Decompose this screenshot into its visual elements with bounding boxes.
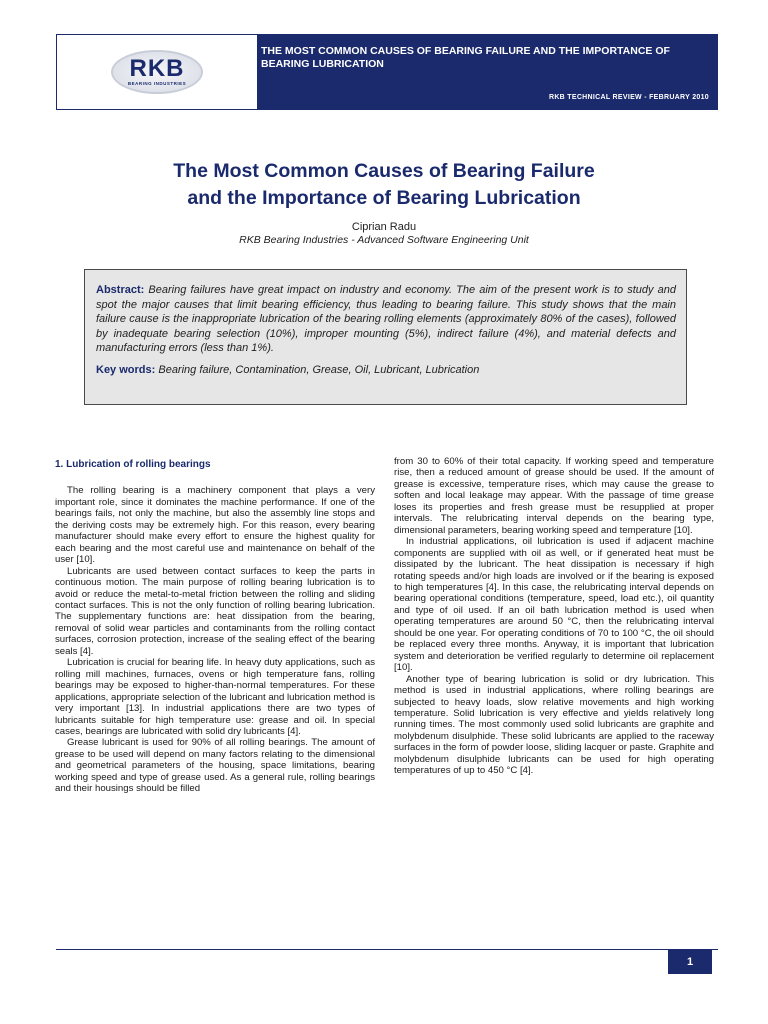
keywords — [96, 364, 676, 376]
author-affiliation: RKB Bearing Industries - Advanced Software Engineering Unit — [239, 234, 529, 246]
left-column — [55, 456, 375, 795]
footer-rule — [56, 949, 718, 950]
rkb-logo — [107, 50, 207, 94]
page-header — [56, 34, 718, 110]
paper-title-line-2: and the Importance of Bearing Lubrication — [187, 187, 581, 209]
body-paragraph: from 30 to 60% of their total capacity. If working speed and temperature rise, then a reduced amount of grease should be used. If the amount of grease is excessive, temperature rises, which may cause the grease to soften and local leakage may appear. With the passage of time grease loses its properties and fresh grease must be resupplied at proper intervals. The relubricating interval depends on the bearing type, dimensional parameters, bearing working speed and temperature [10]. — [394, 456, 714, 536]
body-paragraph: The rolling bearing is a machinery component that plays a very important role, since it dominates the machine performance. If one of the bearings fails, not only the machine, but also the assembly line stops and the deriving costs may be extremely high. For this reason, every bearing manufacturer should make every effort to ensure the highest quality for each bearing and the most careful use and maintenance on behalf of the user [10]. — [55, 485, 375, 566]
paper-title-line-1: The Most Common Causes of Bearing Failure — [173, 160, 595, 182]
logo-text: RKB — [129, 55, 185, 82]
body-paragraph: Another type of bearing lubrication is solid or dry lubrication. This method is used in industrial applications, where rolling bearings are subjected to heavy loads, slow relative movements and high working temperature. Solid lubrication is very effective and yields relatively long running times. The most commonly used solid lubricants are graphite and molybdenum disulphide. These solid lubricants are applied to the raceway surfaces in the form of powder loose, sliding lacquer or paste. Graphite and molybdenum disulphide lubricants can be used for high operating temperatures of up to 450 °C [4]. — [394, 673, 714, 777]
logo-subtext: BEARING INDUSTRIES — [127, 81, 187, 86]
page-number: 1 — [668, 950, 712, 974]
abstract — [96, 283, 676, 356]
header-banner — [257, 35, 717, 109]
body-paragraph: Lubrication is crucial for bearing life. In heavy duty applications, such as rolling mill machines, furnaces, ovens or high temperature fans, rolling bearings may be exposed to higher-than-normal temperatures. For these applications, appropriate selection of the lubricant and lubrication method is very important [13]. In industrial applications there are two types of lubricants suitable for high temperature use: grease and oil. In special cases, bearings are lubricated with solid dry lubricants [4]. — [55, 657, 375, 737]
body-paragraph: Lubricants are used between contact surfaces to keep the parts in continuous motion. The main purpose of rolling bearing lubrication is to avoid or reduce the metal-to-metal friction between the rolling and sliding contact surfaces. This is not the only function of rolling bearing lubrication. The supplementary functions are: heat dissipation from the bearing, removal of solid wear particles and contaminants from the rolling contact surfaces, corrosion protection, increase of the sealing effect of the bearing seals [4]. — [55, 565, 375, 657]
section-heading: 1. Lubrication of rolling bearings — [55, 459, 211, 470]
paper-title — [0, 158, 768, 212]
header-title: THE MOST COMMON CAUSES OF BEARING FAILURE AND THE IMPORTANCE OF BEARING LUBRICATION — [261, 45, 670, 70]
keywords-text: Bearing failure, Contamination, Grease, Oil, Lubricant, Lubrication — [158, 363, 480, 376]
body-paragraph: In industrial applications, oil lubrication is used if adjacent machine components are supplied with oil as well, or if generated heat must be dissipated by the lubricant. The heat dissipation is necessary if high rotating speeds and/or high loads are involved or if the bearing is exposed to high temperatures [4]. In this case, the relubricating interval depends on bearing operational conditions (temperature, speed, load etc.), oil quantity and type of oil used. If an oil bath lubrication method is used when operating temperatures are around 50 °C, then the relubricating interval should be one year. For operating conditions of 70 to 100 °C, the oil should be replaced every three months. Anyway, it is important that lubrication system and deterioration be verified regularly to determine oil replacement [10]. — [394, 536, 714, 674]
abstract-label: Abstract: — [96, 284, 145, 296]
abstract-text: Bearing failures have great impact on industry and economy. The aim of the present work is to study and spot the major causes that limit bearing efficiency, thus leading to bearing failure. This study shows that the main failure cause is the inappropriate lubrication of the bearing rolling elements (approximately 80% of the cases), followed by inadequate bearing selection (10%), improper mounting (5%), indirect failure (4%), and material defects and manufacturing errors (less than 1%). — [96, 284, 676, 354]
body-paragraph: Grease lubricant is used for 90% of all rolling bearings. The amount of grease to be used will depend on many factors relating to the dimensional and geometrical parameters of the housing, space limitations, bearing working speed and type of grease used. As a general rule, rolling bearings and their housings should be filled — [55, 737, 375, 795]
logo-area — [57, 35, 257, 109]
abstract-box — [84, 269, 687, 405]
right-column — [394, 456, 714, 777]
keywords-label: Key words: — [96, 363, 156, 376]
author-name: Ciprian Radu — [351, 221, 417, 233]
header-issue: RKB TECHNICAL REVIEW - FEBRUARY 2010 — [548, 94, 709, 101]
